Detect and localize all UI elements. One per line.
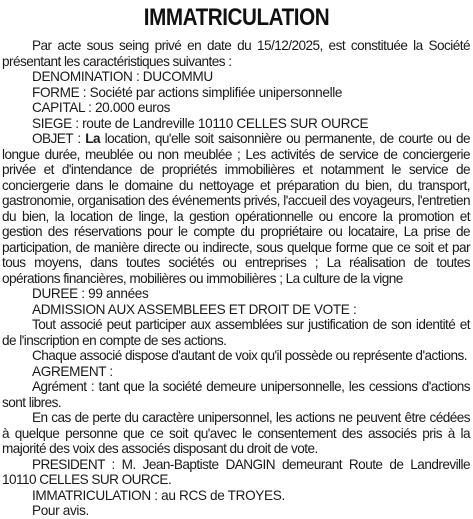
duree-line: DUREE : 99 années [32,286,149,301]
denomination-line: DENOMINATION : DUCOMMU [32,69,213,84]
closing-line: Pour avis. [32,503,89,518]
siege-line: SIEGE : route de Landreville 10110 CELLES SUR OURCE [32,115,369,131]
admission-paragraph-1: Tout associé peut participer aux assemblées sur justification de son identité et de l'inscription en compte de ses actions. [2,317,470,348]
objet-label: OBJET : [32,131,86,146]
admission-heading: ADMISSION AUX ASSEMBLEES ET DROIT DE VOTE : [32,301,357,317]
objet-bold-word: La [85,131,101,146]
agrement-paragraph-1: Agrément : tant que la société demeure unipersonnelle, les cessions d'actions sont libres. [2,379,470,410]
objet-text: location, qu'elle soit saisonnière ou permanente, de courte ou de longue durée, meublée ou non meublée ; Les activités de service de conciergerie privée et d'intendance de propriétés immobilières et notamment le service de conciergerie dans le domaine du nettoyage et préparation du bien, du transport, gastronomie, organisation des événements privés, l'accueil des voyageurs, l'entretien du bien, la location de linge, la gestion opérationnelle ou encore la promotion et gestion des réservations pour le compte du propriétaire ou locataire, La prise de participation, de manière directe ou indirecte, sous quelque forme que ce soit et par tous moyens, dans toutes sociétés ou entreprises ; La réalisation de toutes opérations financières, mobilières ou immobilières ; La culture de la vigne [2,131,470,286]
forme-line: FORME : Société par actions simplifiée unipersonnelle [32,84,343,100]
intro-paragraph: Par acte sous seing privé en date du 15/12/2025, est constituée la Société présentant les caractéristiques suivantes : [2,38,470,69]
capital-line: CAPITAL : 20.000 euros [32,100,171,115]
agrement-paragraph-2: En cas de perte du caractère unipersonnel, les actions ne peuvent être cédées à quelque personne que ce soit qu'avec le consentement des associés pris à la majorité des voix des associés disposant du droit de vote. [2,410,470,456]
objet-paragraph [2,131,470,286]
agrement-heading: AGREMENT : [32,363,113,379]
notice-body [2,38,470,519]
immatriculation-line: IMMATRICULATION : au RCS de TROYES. [32,487,285,503]
admission-paragraph-2: Chaque associé dispose d'autant de voix qu'il possède ou représente d'actions. [32,348,467,363]
notice-title: IMMATRICULATION [143,4,330,31]
president-paragraph: PRESIDENT : M. Jean-Baptiste DANGIN demeurant Route de Landreville 10110 CELLES SUR OURCE. [2,456,470,487]
